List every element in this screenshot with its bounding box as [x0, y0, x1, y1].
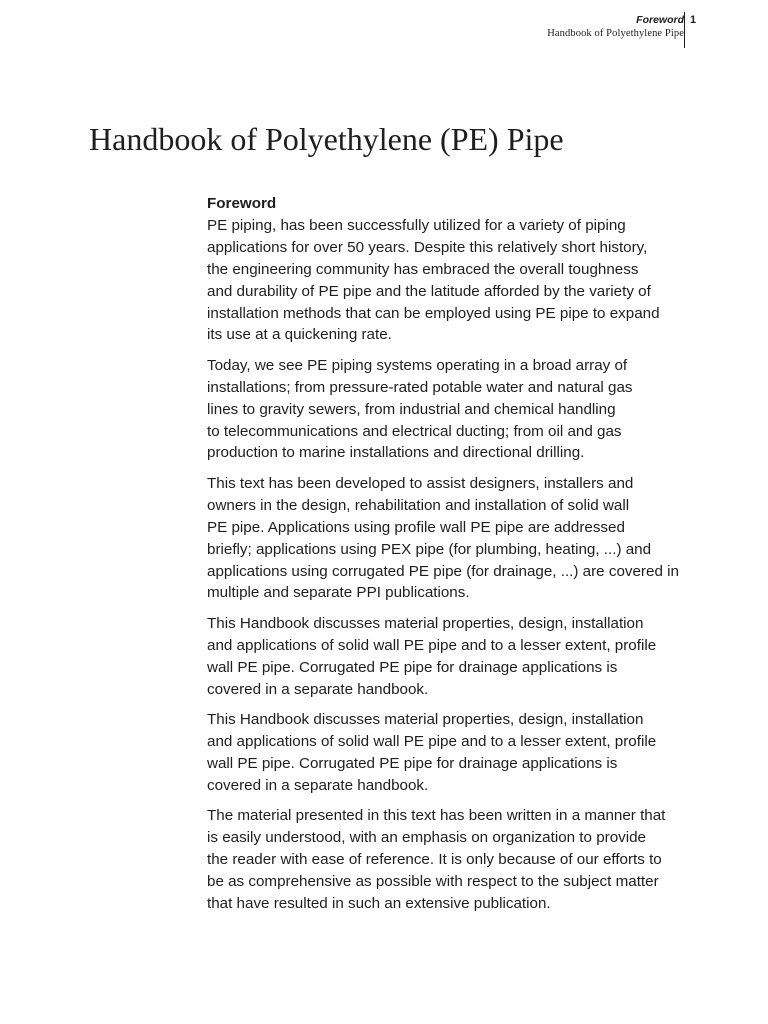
paragraph: [207, 473, 687, 604]
paragraph: [207, 215, 687, 346]
text-line: the reader with ease of reference. It is only because of our efforts to: [207, 850, 662, 868]
text-line: production to marine installations and directional drilling.: [207, 444, 585, 462]
page-number: 1: [690, 14, 697, 26]
running-head-divider: [684, 12, 685, 48]
text-line: PE piping, has been successfully utilized for a variety of piping: [207, 216, 626, 234]
text-line: owners in the design, rehabilitation and installation of solid wall: [207, 496, 630, 514]
running-head: [547, 13, 684, 41]
text-line: and applications of solid wall PE pipe and to a lesser extent, profile: [207, 636, 657, 654]
text-line: installation methods that can be employed using PE pipe to expand: [207, 304, 660, 322]
text-line: multiple and separate PPI publications.: [207, 584, 470, 602]
text-line: applications using corrugated PE pipe (for drainage, ...) are covered in: [207, 562, 679, 580]
text-line: installations; from pressure-rated potable water and natural gas: [207, 378, 633, 396]
text-line: to telecommunications and electrical ducting; from oil and gas: [207, 422, 622, 440]
text-line: This text has been developed to assist designers, installers and: [207, 474, 634, 492]
section-heading: Foreword: [207, 195, 277, 212]
paragraph: [207, 805, 687, 915]
running-head-section: Foreword: [636, 14, 684, 26]
text-line: lines to gravity sewers, from industrial and chemical handling: [207, 400, 616, 418]
text-line: wall PE pipe. Corrugated PE pipe for drainage applications is: [207, 754, 618, 772]
text-line: This Handbook discusses material properties, design, installation: [207, 614, 644, 632]
document-title: Handbook of Polyethylene (PE) Pipe: [89, 121, 564, 157]
text-line: briefly; applications using PEX pipe (for plumbing, heating, ...) and: [207, 540, 652, 558]
text-line: PE pipe. Applications using profile wall PE pipe are addressed: [207, 518, 625, 536]
paragraph: [207, 613, 687, 701]
text-line: is easily understood, with an emphasis on organization to provide: [207, 828, 647, 846]
text-line: and applications of solid wall PE pipe and to a lesser extent, profile: [207, 732, 657, 750]
text-line: and durability of PE pipe and the latitude afforded by the variety of: [207, 282, 651, 300]
text-line: Today, we see PE piping systems operating in a broad array of: [207, 356, 628, 374]
text-line: covered in a separate handbook.: [207, 680, 429, 698]
text-line: its use at a quickening rate.: [207, 326, 392, 344]
text-line: be as comprehensive as possible with respect to the subject matter: [207, 872, 659, 890]
text-line: wall PE pipe. Corrugated PE pipe for drainage applications is: [207, 658, 618, 676]
text-line: the engineering community has embraced the overall toughness: [207, 260, 639, 278]
text-line: This Handbook discusses material properties, design, installation: [207, 710, 644, 728]
running-head-book-title: Handbook of Polyethylene Pipe: [547, 28, 684, 39]
paragraph: [207, 355, 687, 465]
text-line: that have resulted in such an extensive publication.: [207, 894, 551, 912]
paragraph: [207, 709, 687, 797]
body-text: [207, 193, 687, 923]
text-line: covered in a separate handbook.: [207, 776, 429, 794]
text-line: The material presented in this text has been written in a manner that: [207, 807, 666, 825]
text-line: applications for over 50 years. Despite this relatively short history,: [207, 238, 648, 256]
